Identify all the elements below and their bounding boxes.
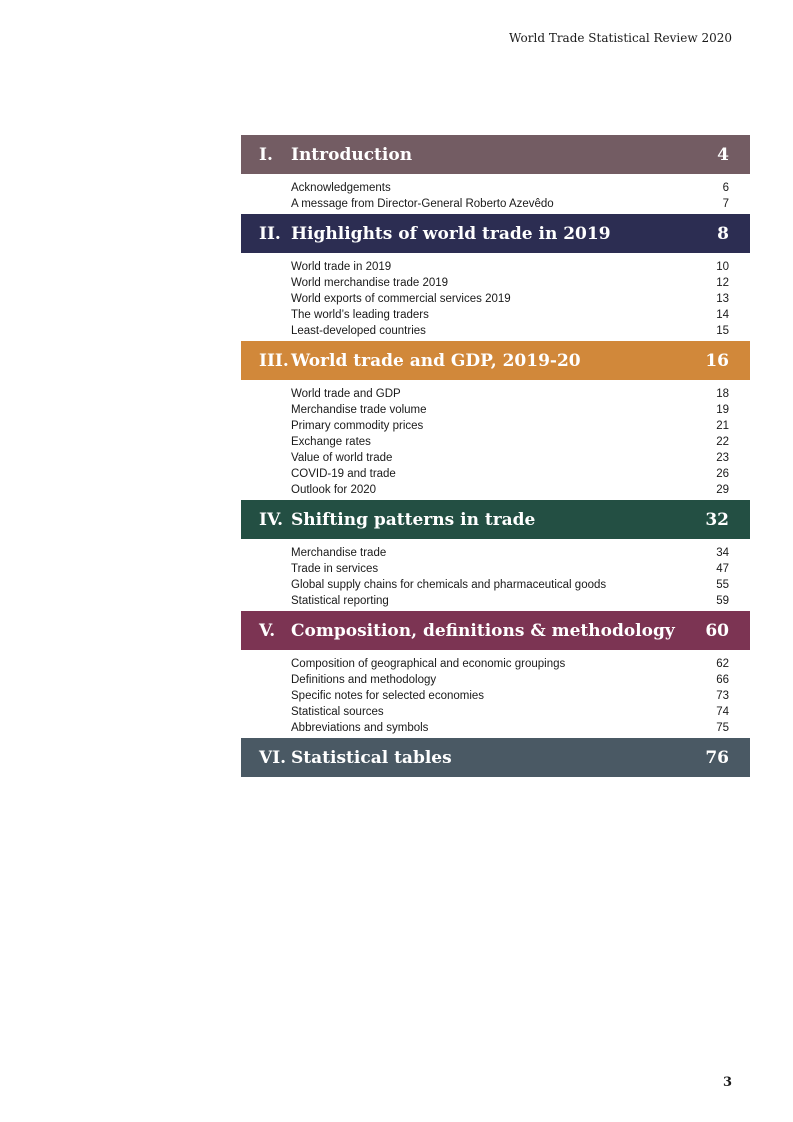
toc-entry-page: 26: [716, 468, 729, 480]
toc-entry-label: Composition of geographical and economic groupings: [291, 658, 566, 670]
section-numeral: II.: [259, 223, 281, 244]
toc-entry-page: 7: [722, 198, 729, 210]
toc-entry[interactable]: [241, 275, 750, 291]
section-numeral: III.: [259, 350, 289, 371]
toc-section: [241, 611, 750, 738]
section-page-number: 32: [705, 509, 729, 530]
section-page-number: 16: [705, 350, 729, 371]
toc-entry-label: Least-developed countries: [291, 325, 426, 337]
toc-section: [241, 500, 750, 611]
toc-entry-page: 23: [716, 452, 729, 464]
toc-section: [241, 214, 750, 341]
toc-entry-page: 12: [716, 277, 729, 289]
toc-entry-page: 10: [716, 261, 729, 273]
toc-entry-label: Outlook for 2020: [291, 484, 377, 496]
toc-entry-page: 14: [716, 309, 729, 321]
toc-entry[interactable]: [241, 259, 750, 275]
toc-section: [241, 341, 750, 500]
toc-entry[interactable]: [241, 180, 750, 196]
toc-entry[interactable]: [241, 482, 750, 498]
toc-entry-label: Merchandise trade volume: [291, 404, 427, 416]
toc-entry-label: Statistical sources: [291, 706, 384, 718]
section-title: World trade and GDP, 2019-20: [291, 350, 581, 371]
toc-entry[interactable]: [241, 672, 750, 688]
toc-entry[interactable]: [241, 307, 750, 323]
section-page-number: 8: [717, 223, 729, 244]
section-heading-highlights[interactable]: [241, 214, 750, 253]
toc-entry-page: 19: [716, 404, 729, 416]
toc-entry-page: 18: [716, 388, 729, 400]
toc-entry-page: 29: [716, 484, 729, 496]
toc-entry[interactable]: [241, 593, 750, 609]
section-title: Introduction: [291, 144, 413, 165]
section-numeral: IV.: [259, 509, 284, 530]
toc-entry-page: 73: [716, 690, 729, 702]
toc-entry-label: Abbreviations and symbols: [291, 722, 429, 734]
toc-entry-label: Merchandise trade: [291, 547, 387, 559]
toc-entry-label: Global supply chains for chemicals and pharmaceutical goods: [291, 579, 607, 591]
section-page-number: 60: [705, 620, 729, 641]
toc-entry-label: World trade in 2019: [291, 261, 392, 273]
toc-entry[interactable]: [241, 402, 750, 418]
toc-entry[interactable]: [241, 418, 750, 434]
toc-entry-label: Acknowledgements: [291, 182, 391, 194]
section-title: Composition, definitions & methodology: [291, 620, 675, 641]
toc-entry[interactable]: [241, 291, 750, 307]
toc-entry[interactable]: [241, 688, 750, 704]
toc-entry[interactable]: [241, 545, 750, 561]
section-page-number: 76: [705, 747, 729, 768]
toc-entry-label: COVID-19 and trade: [291, 468, 396, 480]
toc-entry-label: Statistical reporting: [291, 595, 389, 607]
toc-entry-list: [241, 650, 750, 738]
toc-entry-page: 6: [722, 182, 729, 194]
toc-entry-label: World merchandise trade 2019: [291, 277, 449, 289]
section-title: Shifting patterns in trade: [291, 509, 536, 530]
toc-entry-list: [241, 539, 750, 611]
toc-entry-label: Primary commodity prices: [291, 420, 424, 432]
toc-entry-page: 66: [716, 674, 729, 686]
section-heading-composition[interactable]: [241, 611, 750, 650]
toc-entry-page: 15: [716, 325, 729, 337]
toc-section: [241, 135, 750, 214]
section-heading-world-trade-gdp[interactable]: [241, 341, 750, 380]
toc-entry-page: 47: [716, 563, 729, 575]
toc-entry-label: World exports of commercial services 2019: [291, 293, 511, 305]
toc-entry-list: [241, 253, 750, 341]
toc-entry[interactable]: [241, 656, 750, 672]
toc-entry-page: 75: [716, 722, 729, 734]
toc-entry[interactable]: [241, 323, 750, 339]
toc-section: [241, 738, 750, 777]
toc-entry-page: 34: [716, 547, 729, 559]
toc-entry-label: Definitions and methodology: [291, 674, 437, 686]
toc-entry-label: A message from Director-General Roberto Azevêdo: [291, 198, 554, 210]
toc-entry-page: 59: [716, 595, 729, 607]
toc-entry[interactable]: [241, 466, 750, 482]
section-heading-shifting-patterns[interactable]: [241, 500, 750, 539]
toc-entry-label: The world’s leading traders: [291, 309, 429, 321]
toc-entry-page: 62: [716, 658, 729, 670]
toc-entry[interactable]: [241, 434, 750, 450]
page-number: 3: [722, 1075, 732, 1090]
section-title: Statistical tables: [291, 747, 452, 768]
toc-entry-label: Exchange rates: [291, 436, 371, 448]
running-header: World Trade Statistical Review 2020: [509, 31, 732, 45]
toc-entry-page: 21: [716, 420, 729, 432]
toc-entry-page: 55: [716, 579, 729, 591]
toc-entry-page: 13: [716, 293, 729, 305]
toc-entry-list: [241, 380, 750, 500]
toc-entry-list: [241, 174, 750, 214]
toc-entry-label: Specific notes for selected economies: [291, 690, 485, 702]
toc-entry-page: 22: [716, 436, 729, 448]
toc-entry-label: Trade in services: [291, 563, 379, 575]
toc-entry-label: World trade and GDP: [291, 388, 401, 400]
toc-entry[interactable]: [241, 561, 750, 577]
section-title: Highlights of world trade in 2019: [291, 223, 611, 244]
toc-entry[interactable]: [241, 720, 750, 736]
toc-entry-label: Value of world trade: [291, 452, 393, 464]
section-page-number: 4: [717, 144, 729, 165]
toc-entry[interactable]: [241, 196, 750, 212]
section-numeral: V.: [259, 620, 276, 641]
section-numeral: I.: [259, 144, 273, 165]
toc-entry[interactable]: [241, 386, 750, 402]
section-heading-statistical-tables[interactable]: [241, 738, 750, 777]
section-heading-introduction[interactable]: [241, 135, 750, 174]
section-numeral: VI.: [259, 747, 287, 768]
table-of-contents: [241, 135, 750, 777]
toc-entry-page: 74: [716, 706, 729, 718]
toc-entry[interactable]: [241, 450, 750, 466]
toc-entry[interactable]: [241, 577, 750, 593]
toc-entry[interactable]: [241, 704, 750, 720]
